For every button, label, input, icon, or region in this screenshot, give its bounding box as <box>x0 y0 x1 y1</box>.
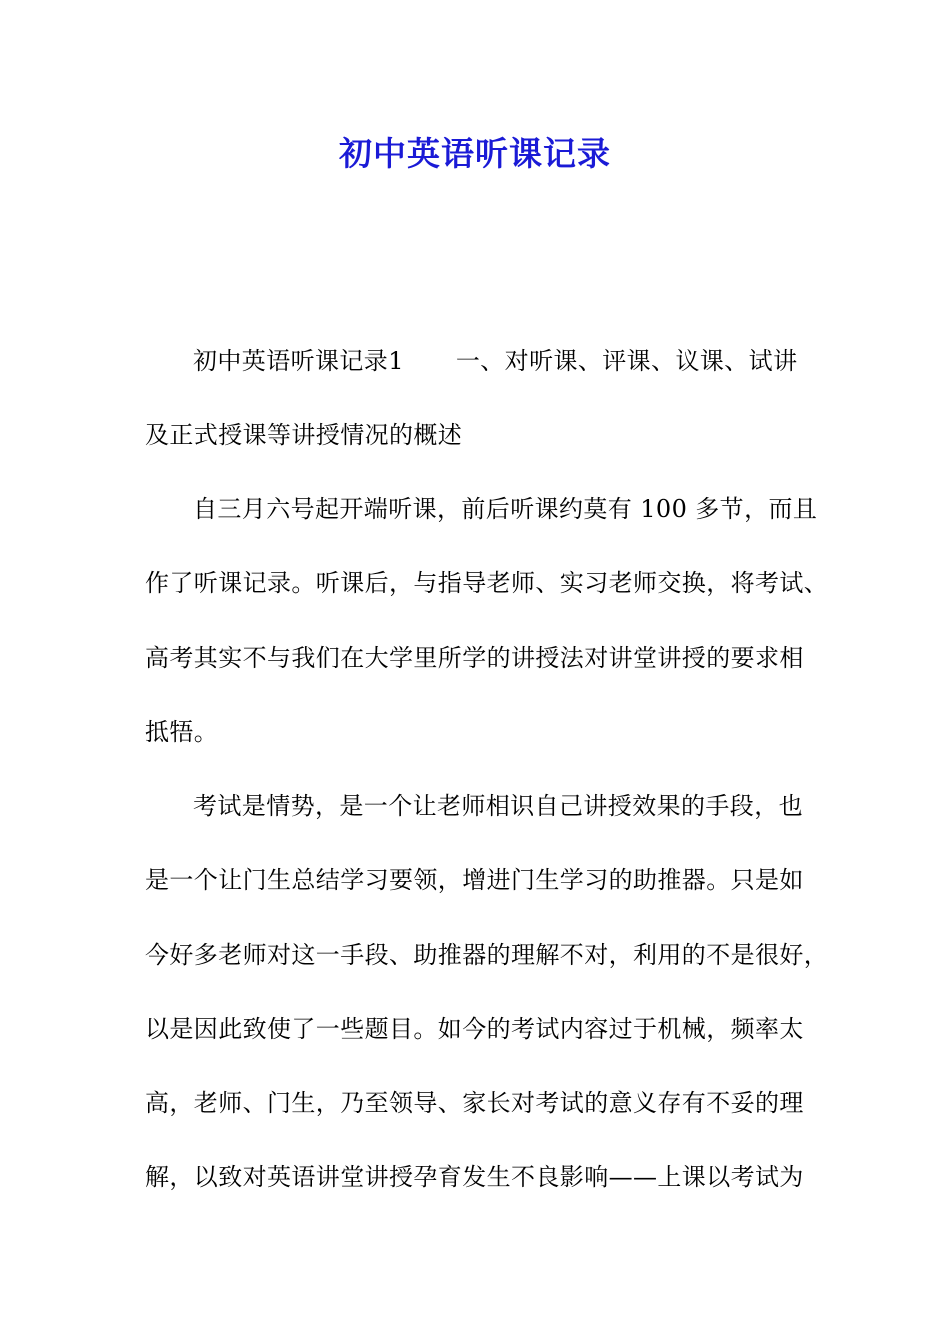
text-line-6: 抵牾。 <box>145 718 219 746</box>
text-line-3: 自三月六号起开端听课，前后听课约莫有 100 多节，而且 <box>193 495 818 523</box>
text-line-12: 解，以致对英语讲堂讲授孕育发生不良影响——上课以考试为 <box>145 1163 804 1191</box>
text-line-2: 及正式授课等讲授情况的概述 <box>145 421 463 449</box>
text-line-7: 考试是情势，是一个让老师相识自己讲授效果的手段，也 <box>193 792 803 820</box>
text-line-5: 高考其实不与我们在大学里所学的讲授法对讲堂讲授的要求相 <box>145 644 804 672</box>
text-line-8: 是一个让门生总结学习要领，增进门生学习的助推器。只是如 <box>145 866 804 894</box>
line-text: 一、对听课、评课、议课、试讲 <box>455 347 798 375</box>
text-line-1 <box>193 346 797 376</box>
section-heading: 初中英语听课记录1 <box>193 347 404 375</box>
text-line-4: 作了听课记录。听课后，与指导老师、实习老师交换，将考试、 <box>145 569 829 597</box>
text-line-9: 今好多老师对这一手段、助推器的理解不对，利用的不是很好， <box>145 941 829 969</box>
document-title: 初中英语听课记录 <box>339 134 611 173</box>
text-line-10: 以是因此致使了一些题目。如今的考试内容过于机械，频率太 <box>145 1015 804 1043</box>
text-line-11: 高，老师、门生，乃至领导、家长对考试的意义存有不妥的理 <box>145 1089 804 1117</box>
